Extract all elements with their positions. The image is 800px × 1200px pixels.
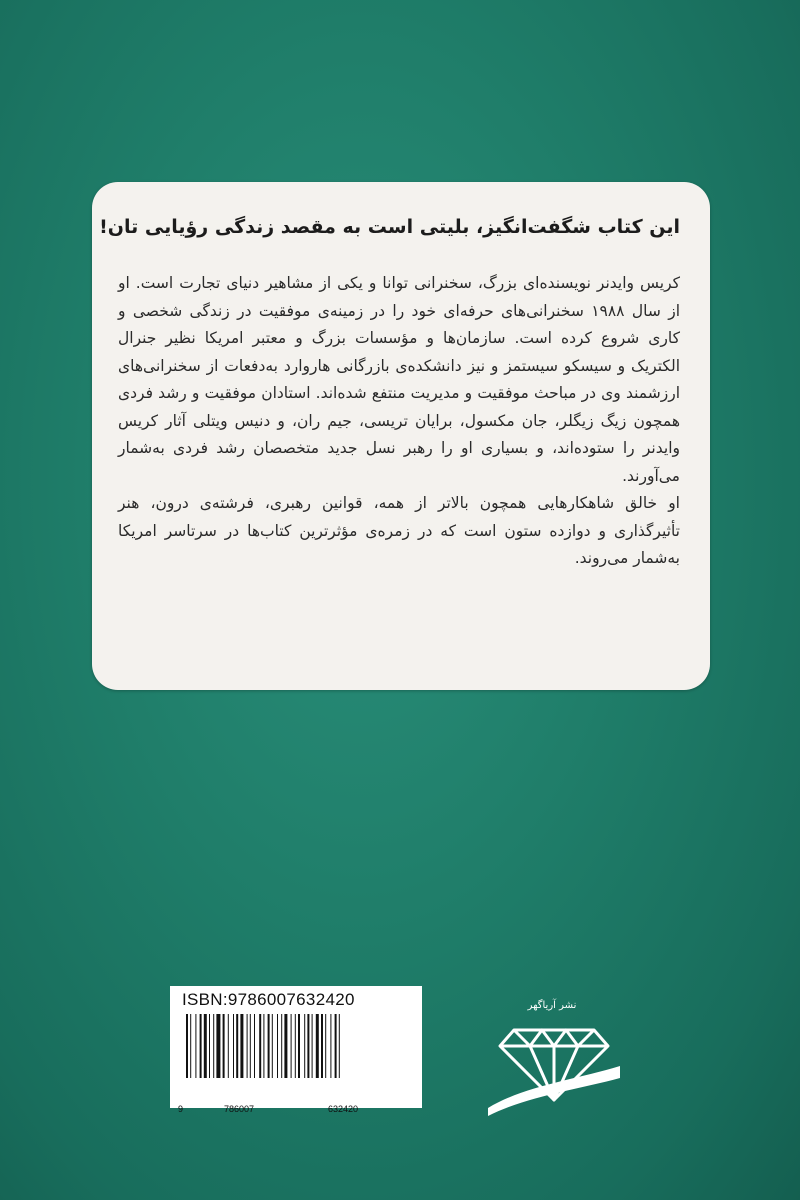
diamond-icon: [484, 996, 624, 1116]
works-paragraph: او خالق شاهکارهایی همچون بالاتر از همه، قوانین رهبری، فرشته‌ی درون، هنر تأثیرگذاری و دوازده ستون است که در زمره‌ی مؤثرترین کتاب‌ها در سرتاسر امریکا به‌شمار می‌روند.: [118, 494, 680, 567]
author-bio-paragraph: کریس وایدنر نویسنده‌ای بزرگ، سخنرانی توانا و یکی از مشاهیر دنیای تجارت است. او از سال ۱۹۸۸ سخنرانی‌های حرفه‌ای خود را در زمینه‌ی موفقیت در زندگی شخصی و کاری شروع کرده است. سازمان‌ها و مؤسسات بزرگ و معتبر امریکا نظیر جنرال الکتریک و سیسکو سیستمز و نیز دانشکده‌ی بازرگانی هاروارد به‌دفعات از سخنرانی‌های ارزشمند وی در مباحث موفقیت و مدیریت منتفع شده‌اند. استادان موفقیت و رشد فردی همچون زیگ زیگلر، جان مکسول، برایان تریسی، جیم ران، و دنیس ویتلی آثار کریس وایدنر را ستوده‌اند، و بسیاری او را رهبر نسل جدید متخصصان رشد فردی به‌شمار می‌آورند.: [118, 274, 680, 485]
isbn-label: ISBN:9786007632420: [182, 990, 355, 1009]
description-panel: [92, 182, 710, 690]
barcode-digits-right: 632420: [328, 1104, 359, 1114]
barcode-digit-lead: 9: [178, 1104, 184, 1114]
barcode-bars: [178, 1014, 414, 1086]
isbn-barcode: [170, 986, 422, 1114]
barcode-digits-left: 786007: [224, 1104, 255, 1114]
publisher-name: نشر آریاگهر: [527, 1000, 577, 1011]
headline: این کتاب شگفت‌انگیز، بلیتی است به مقصد زندگی رؤیایی تان!: [99, 216, 680, 238]
